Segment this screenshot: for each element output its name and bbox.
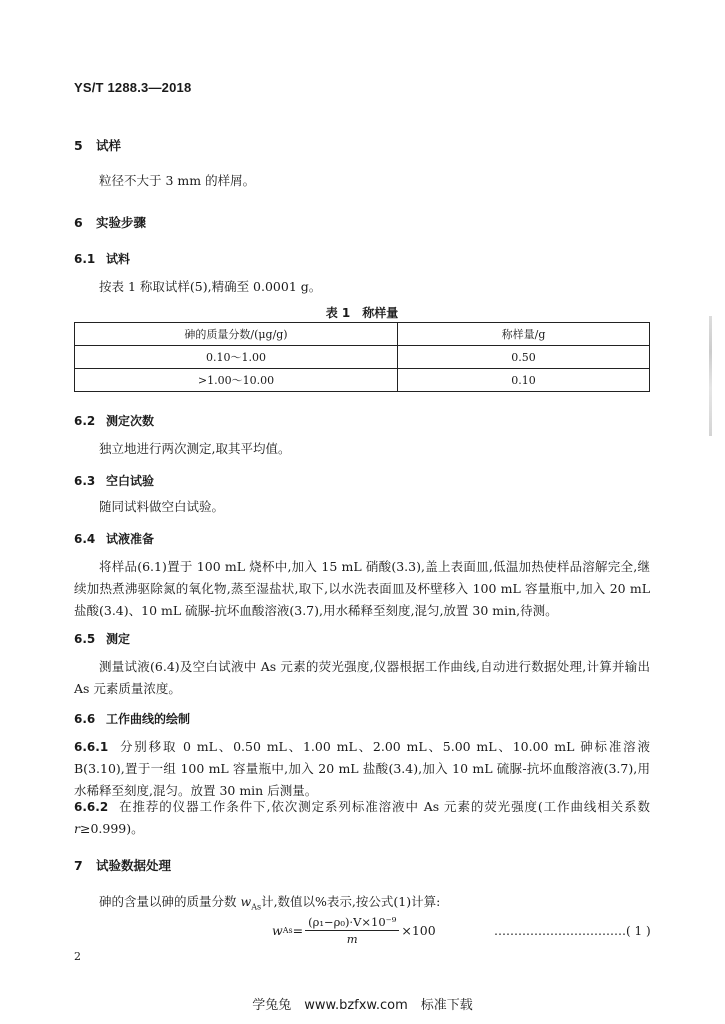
equation-number: ( 1 ) <box>626 924 651 938</box>
section-6-6-1-text: 分别移取 0 mL、0.50 mL、1.00 mL、2.00 mL、5.00 mL、10.00 mL 砷标准溶液 B(3.10),置于一组 100 mL 容量瓶中,加入 20 mL 盐酸(3.4),加入 10 mL 硫脲-抗坏血酸溶液(3.7),用水稀释至刻度,混匀。放置 30 min 后测量。 <box>74 739 650 798</box>
formula-equals: = <box>292 922 304 938</box>
section-6-6-heading <box>74 710 190 727</box>
formula-number <box>494 924 651 938</box>
section-title: 试料 <box>106 252 131 266</box>
table-cell: 0.50 <box>398 346 650 369</box>
section-6-heading <box>74 213 146 231</box>
table-1 <box>74 322 650 392</box>
section-title: 空白试验 <box>106 474 155 488</box>
section-title: 工作曲线的绘制 <box>106 712 191 726</box>
section-title: 测定次数 <box>106 414 155 428</box>
leader-dots: …………………………… <box>494 924 626 938</box>
section-title: 测定 <box>106 632 131 646</box>
section-number: 6.3 <box>74 474 96 488</box>
section-6-6-2 <box>74 796 650 840</box>
intro-text: 砷的含量以砷的质量分数 <box>99 894 241 909</box>
page-number: 2 <box>74 950 81 963</box>
section-title: 实验步骤 <box>96 215 147 230</box>
section-title: 试样 <box>96 138 122 153</box>
correlation-variable: r <box>74 821 80 836</box>
section-title: 试验数据处理 <box>96 858 172 873</box>
section-title: 试液准备 <box>106 532 155 546</box>
formula-lhs-subscript: As <box>282 925 293 935</box>
section-number: 6.6 <box>74 712 96 726</box>
intro-subscript: As <box>251 902 262 912</box>
section-number: 6.1 <box>74 252 96 266</box>
correlation-threshold: ≥0.999)。 <box>79 821 144 836</box>
section-number: 5 <box>74 138 83 153</box>
section-6-2-text: 独立地进行两次测定,取其平均值。 <box>99 441 291 456</box>
table-header-row <box>75 323 650 346</box>
section-number: 6.4 <box>74 532 96 546</box>
section-6-4-text: 将样品(6.1)置于 100 mL 烧杯中,加入 15 mL 硝酸(3.3),盖上表面皿,低温加热使样品溶解完全,继续加热煮沸驱除氮的氧化物,蒸至湿盐状,取下,以水洗表面皿及杯壁移入 100 mL 容量瓶中,加入 20 mL 盐酸(3.4)、10 mL 硫脲-抗坏血酸溶液(3.7),用水稀释至刻度,混匀,放置 30 min,待测。 <box>74 559 650 618</box>
formula-lhs-variable: w <box>272 922 283 938</box>
table-header-cell: 称样量/g <box>398 323 650 346</box>
section-number: 7 <box>74 858 83 873</box>
table-header-cell: 砷的质量分数/(μg/g) <box>75 323 398 346</box>
section-number: 6.6.1 <box>74 740 109 754</box>
section-number: 6 <box>74 215 83 230</box>
table-1-title: 表 1 称样量 <box>325 306 399 320</box>
section-number: 6.5 <box>74 632 96 646</box>
table-row <box>75 346 650 369</box>
table-cell: >1.00～10.00 <box>75 369 398 392</box>
standard-code: YS/T 1288.3—2018 <box>74 80 192 95</box>
section-6-2-heading <box>74 412 154 429</box>
section-6-5-text: 测量试液(6.4)及空白试液中 As 元素的荧光强度,仪器根据工作曲线,自动进行数据处理,计算并输出 As 元素质量浓度。 <box>74 659 650 696</box>
intro-text: 计,数值以%表示,按公式(1)计算: <box>261 894 441 909</box>
section-6-5-heading <box>74 630 130 647</box>
table-row <box>75 369 650 392</box>
watermark-footer: 学兔兔 www.bzfxw.com 标准下载 <box>252 998 473 1013</box>
section-number: 6.6.2 <box>74 800 109 814</box>
section-number: 6.2 <box>74 414 96 428</box>
section-6-4-heading <box>74 530 154 547</box>
table-cell: 0.10～1.00 <box>75 346 398 369</box>
section-6-3-text: 随同试料做空白试验。 <box>99 499 225 514</box>
section-7-heading <box>74 856 171 874</box>
section-6-6-1 <box>74 736 650 802</box>
section-5-text: 粒径不大于 3 mm 的样屑。 <box>99 173 256 188</box>
section-6-3-heading <box>74 472 154 489</box>
section-6-1-text: 按表 1 称取试样(5),精确至 0.0001 g。 <box>99 279 322 294</box>
formula-fraction <box>305 915 399 946</box>
scan-edge-shadow <box>709 316 712 436</box>
section-6-1-heading <box>74 250 130 267</box>
table-cell: 0.10 <box>398 369 650 392</box>
formula-1 <box>272 912 436 948</box>
formula-denominator: m <box>346 931 358 946</box>
formula-tail: ×100 <box>401 922 436 938</box>
section-6-6-2-text: 在推荐的仪器工作条件下,依次测定系列标准溶液中 As 元素的荧光强度(工作曲线相关系数 <box>118 799 650 814</box>
section-5-heading <box>74 136 121 154</box>
intro-variable: w <box>240 894 252 909</box>
formula-numerator: (ρ₁−ρ₀)·V×10⁻⁹ <box>305 915 399 931</box>
